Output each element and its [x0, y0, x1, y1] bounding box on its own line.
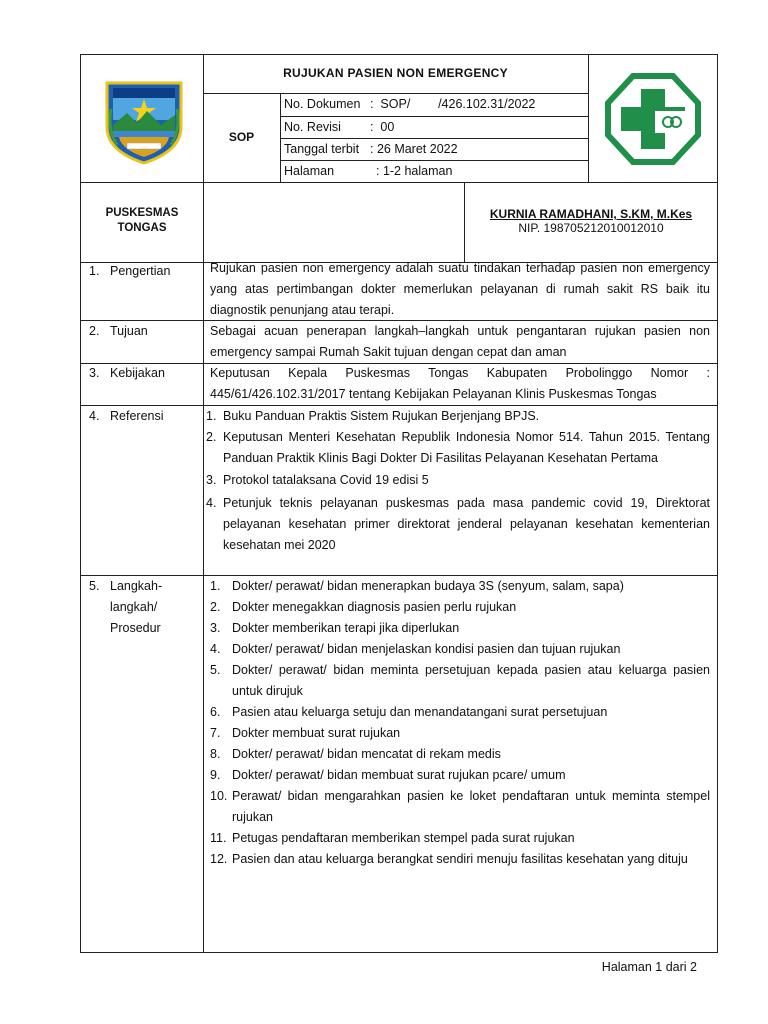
list-item: 4. Petunjuk teknis pelayanan puskesmas pada masa pandemic covid 19, Direktorat pelayanan kesehatan primer direktorat jenderal pelayanan kesehatan kementerian kesehatan mei 2020	[206, 496, 710, 552]
list-item: 1. Buku Panduan Praktis Sistem Rujukan Berjenjang BPJS.	[206, 409, 540, 423]
doc-number-label: No. Dokumen	[284, 97, 361, 111]
section-text: Rujukan pasien non emergency adalah suatu tindakan terhadap pasien non emergency yang atas pertimbangan dokter memerlukan pelayanan di rumah sakit RS baik itu diagnostik penunjang atau terapi.	[210, 261, 710, 317]
procedure-list	[210, 576, 710, 870]
section-text: Sebagai acuan penerapan langkah–langkah untuk pengantaran rujukan pasien non emergency sampai Rumah Sakit tujuan dengan cepat dan aman	[210, 324, 710, 359]
section-label: Langkah- langkah/ Prosedur	[110, 579, 163, 635]
frame-left	[80, 54, 81, 953]
frame-bottom	[80, 952, 718, 953]
reference-list	[206, 406, 710, 556]
frame-right	[717, 54, 718, 953]
issue-date-value: : 26 Maret 2022	[370, 142, 458, 156]
docinfo-row-line-3	[280, 160, 588, 161]
header-col-divider-2	[588, 54, 589, 182]
regency-crest-icon	[103, 79, 185, 165]
section-text: Keputusan Kepala Puskesmas Tongas Kabupaten Probolinggo Nomor : 445/61/426.102.31/2017 tentang Kebijakan Pelayanan Klinis Puskesmas Tongas	[210, 366, 710, 401]
doc-number-value: : SOP/ /426.102.31/2022	[370, 97, 536, 111]
revision-label: No. Revisi	[284, 120, 341, 134]
issue-date-label: Tanggal terbit	[284, 142, 360, 156]
signer-name: KURNIA RAMADHANI, S.KM, M.Kes	[489, 207, 693, 221]
org-name: PUSKESMAS TONGAS	[105, 207, 179, 234]
list-item: 5. Dokter/ perawat/ bidan meminta persetujuan kepada pasien atau keluarga pasien untuk dirujuk	[210, 663, 710, 698]
pages-value: : 1-2 halaman	[376, 164, 453, 178]
section-label: Kebijakan	[110, 366, 165, 380]
sop-label: SOP	[228, 130, 255, 144]
list-item: 4. Dokter/ perawat/ bidan menjelaskan kondisi pasien dan tujuan rujukan	[210, 642, 621, 656]
section-label: Tujuan	[110, 324, 148, 338]
list-item: 3. Protokol tatalaksana Covid 19 edisi 5	[206, 473, 429, 487]
frame-top	[80, 54, 718, 55]
body-col-divider	[203, 262, 204, 953]
list-item: 8. Dokter/ perawat/ bidan mencatat di rekam medis	[210, 747, 501, 761]
signer-nip: NIP. 198705212010012010	[518, 221, 664, 235]
section-number: 3.	[89, 366, 100, 380]
section-label: Pengertian	[110, 264, 171, 278]
list-item: 2. Keputusan Menteri Kesehatan Republik Indonesia Nomor 514. Tahun 2015. Tentang Panduan Praktik Klinis Bagi Dokter Di Fasilitas Pelayanan Kesehatan Pertama	[206, 430, 710, 465]
list-item: 9. Dokter/ perawat/ bidan membuat surat rujukan pcare/ umum	[210, 768, 566, 782]
header-col-divider-1	[203, 54, 204, 263]
list-item: 2. Dokter menegakkan diagnosis pasien perlu rujukan	[210, 600, 517, 614]
list-item: 7. Dokter membuat surat rujukan	[210, 726, 401, 740]
page-number: Halaman 1 dari 2	[601, 960, 697, 974]
list-item: 6. Pasien atau keluarga setuju dan menandatangani surat persetujuan	[210, 705, 608, 719]
section-label: Referensi	[110, 409, 164, 423]
list-item: 3. Dokter memberikan terapi jika diperlukan	[210, 621, 460, 635]
revision-value: : 00	[370, 120, 395, 134]
docinfo-row-line-1	[280, 116, 588, 117]
pages-label: Halaman	[284, 164, 335, 178]
section-number: 1.	[89, 264, 100, 278]
list-item: 10. Perawat/ bidan mengarahkan pasien ke loket pendaftaran untuk meminta stempel rujukan	[210, 789, 710, 824]
docinfo-row-line-2	[280, 138, 588, 139]
section-number: 5.	[89, 579, 100, 593]
section-number: 4.	[89, 409, 100, 423]
list-item: 12. Pasien dan atau keluarga berangkat sendiri menuju fasilitas kesehatan yang dituju	[210, 852, 688, 866]
puskesmas-cross-icon	[605, 73, 701, 165]
document-title: RUJUKAN PASIEN NON EMERGENCY	[283, 66, 508, 80]
signature-col-divider	[464, 182, 465, 263]
section-number: 2.	[89, 324, 100, 338]
list-item: 1. Dokter/ perawat/ bidan menerapkan budaya 3S (senyum, salam, sapa)	[210, 579, 624, 593]
header-bottom-line	[80, 182, 718, 183]
list-item: 11. Petugas pendaftaran memberikan stempel pada surat rujukan	[210, 831, 575, 845]
title-underline	[203, 93, 588, 94]
